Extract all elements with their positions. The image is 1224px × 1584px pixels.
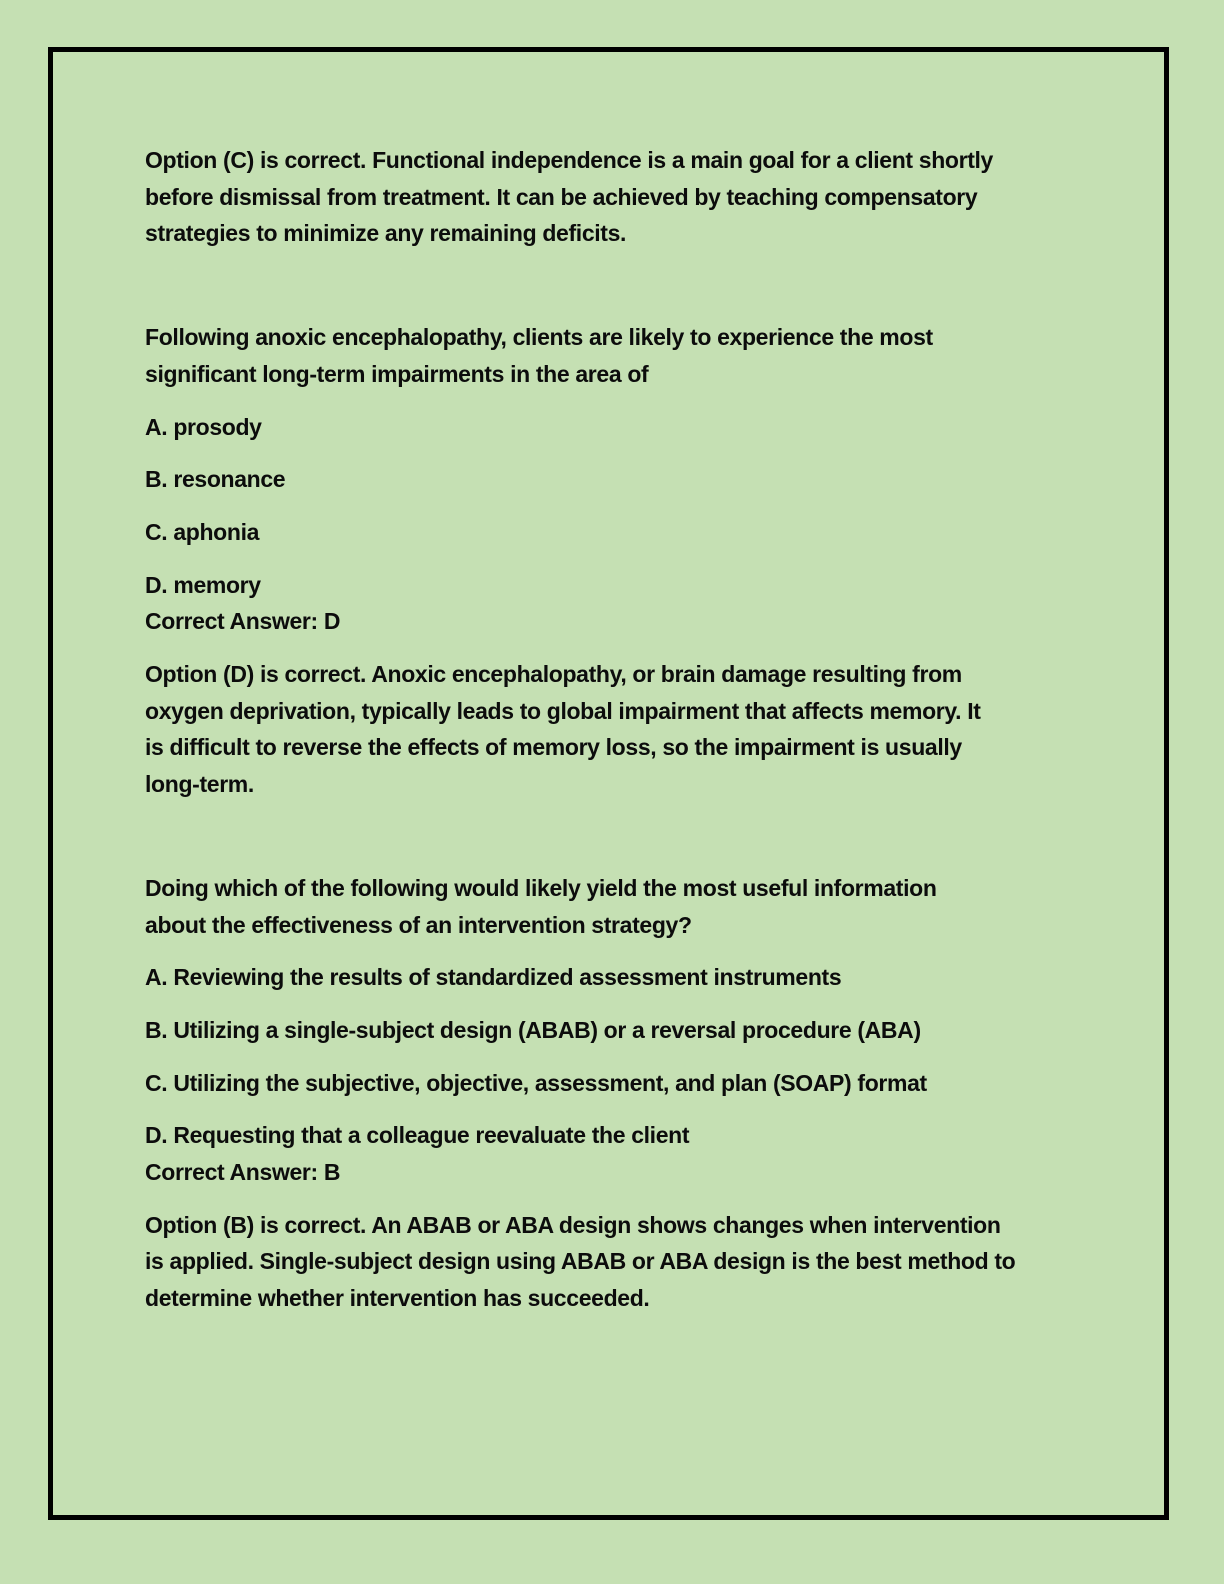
question-line: significant long-term impairments in the area of [145, 360, 649, 387]
explanation-line: oxygen deprivation, typically leads to global impairment that affects memory. It [145, 697, 981, 724]
question-intervention-effectiveness [145, 870, 1075, 943]
question-line: about the effectiveness of an intervention strategy? [145, 911, 692, 938]
option-a: A. prosody [145, 413, 262, 440]
explanation-line: before dismissal from treatment. It can be achieved by teaching compensatory [145, 183, 978, 210]
explanation-line: Option (B) is correct. An ABAB or ABA design shows changes when intervention [145, 1211, 1001, 1238]
explanation-line: strategies to minimize any remaining deficits. [145, 220, 627, 247]
explanation-line: long-term. [145, 771, 254, 798]
question-line: Doing which of the following would likely yield the most useful information [145, 874, 937, 901]
option-d: D. memory [145, 571, 261, 598]
explanation-line: Option (D) is correct. Anoxic encephalopathy, or brain damage resulting from [145, 661, 962, 688]
document-content [145, 142, 1075, 1317]
explanation-line: is applied. Single-subject design using ABAB or ABA design is the best method to [145, 1248, 1016, 1275]
explanation-line: Option (C) is correct. Functional independence is a main goal for a client shortly [145, 147, 993, 173]
correct-answer: Correct Answer: D [145, 608, 341, 635]
explanation-c [145, 142, 1075, 252]
option-c: C. Utilizing the subjective, objective, assessment, and plan (SOAP) format [145, 1069, 927, 1096]
correct-answer: Correct Answer: B [145, 1159, 341, 1186]
option-b: B. resonance [145, 466, 286, 493]
explanation-line: determine whether intervention has succeeded. [145, 1285, 650, 1312]
explanation-d [145, 656, 1075, 803]
explanation-line: is difficult to reverse the effects of memory loss, so the impairment is usually [145, 734, 962, 761]
question-anoxic-encephalopathy [145, 319, 1075, 392]
option-c: C. aphonia [145, 518, 260, 545]
explanation-b [145, 1207, 1075, 1317]
option-d: D. Requesting that a colleague reevaluate the client [145, 1122, 690, 1149]
question-line: Following anoxic encephalopathy, clients are likely to experience the most [145, 324, 933, 351]
option-a: A. Reviewing the results of standardized assessment instruments [145, 964, 842, 991]
option-b: B. Utilizing a single-subject design (ABAB) or a reversal procedure (ABA) [145, 1016, 921, 1043]
